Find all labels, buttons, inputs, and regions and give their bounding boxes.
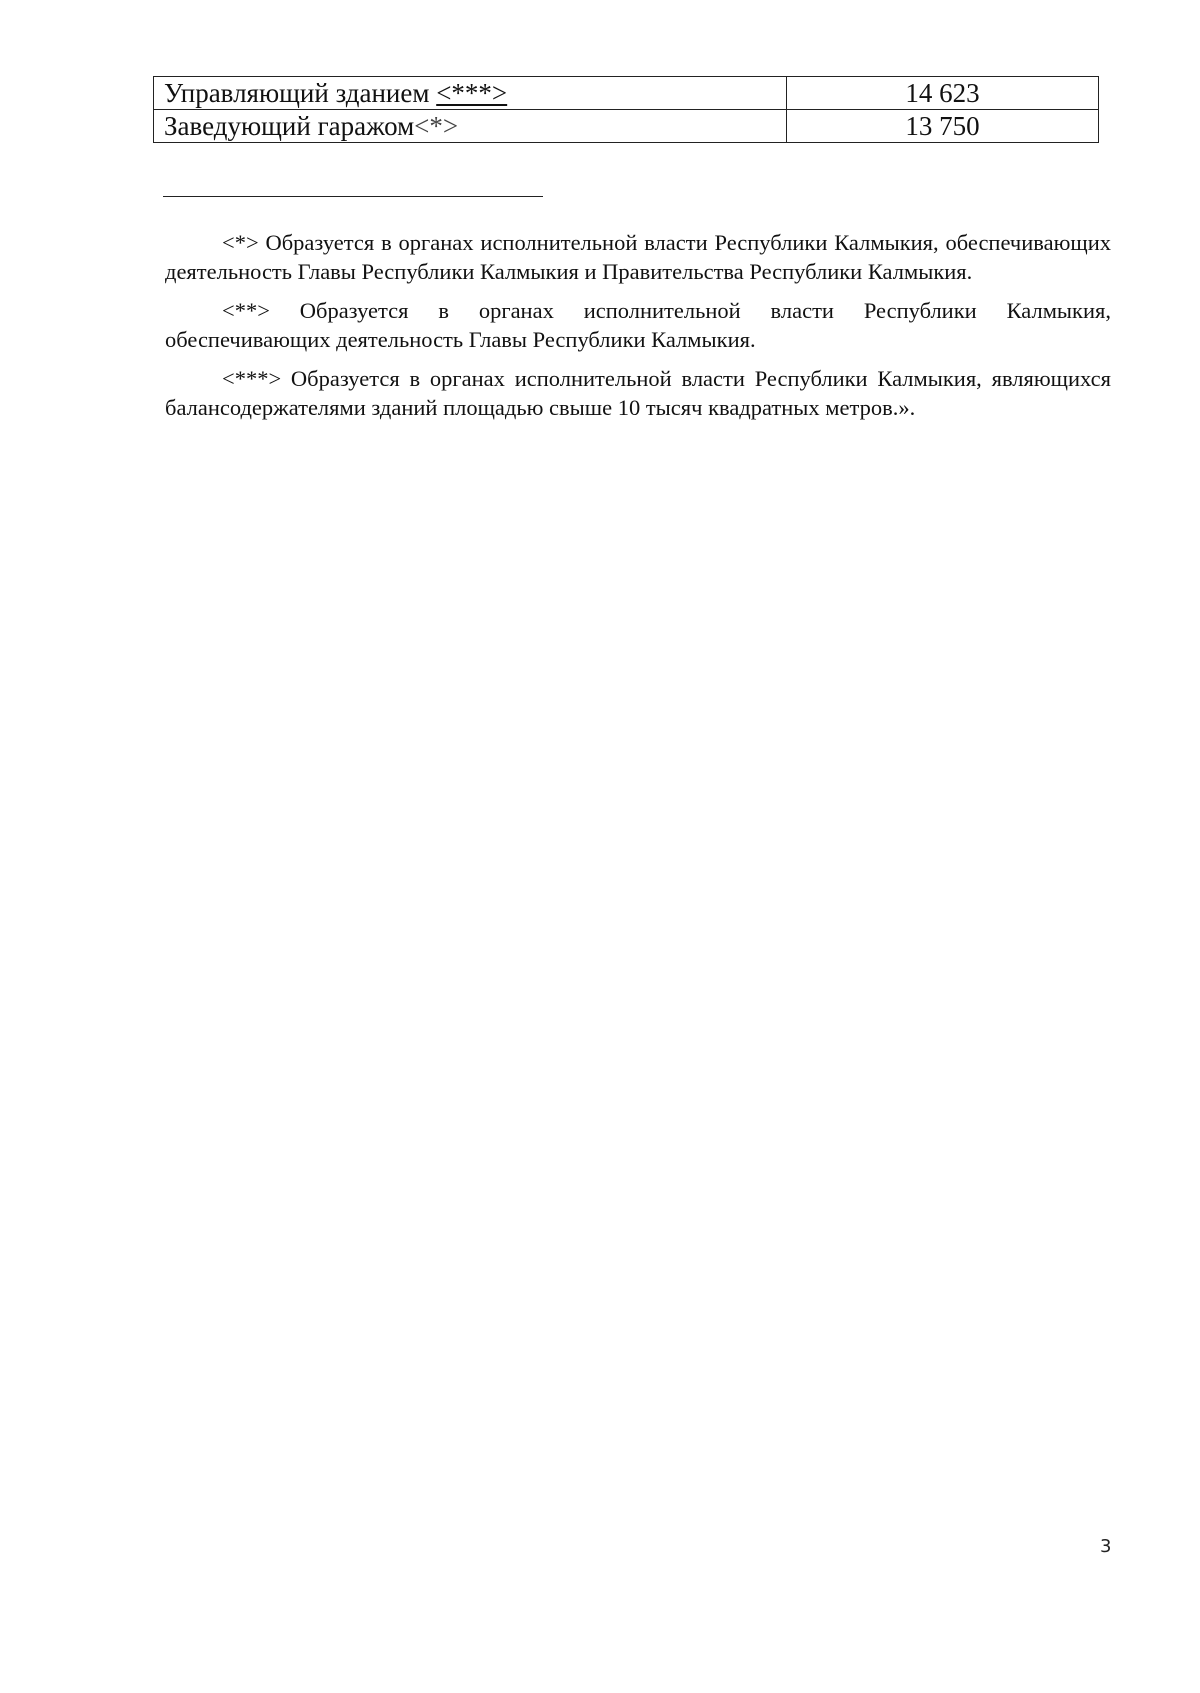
footnote-1: <*> Образуется в органах исполнительной власти Республики Калмыкия, обеспечивающих деятельность Главы Республики Калмыкия и Правительства Республики Калмыкия.: [165, 230, 1111, 284]
position-name-cell: [154, 110, 787, 143]
salary-value-cell: 13 750: [787, 110, 1099, 143]
footnote-2: <**> Образуется в органах исполнительной власти Республики Калмыкия, обеспечивающих деятельность Главы Республики Калмыкия.: [165, 298, 1111, 352]
footnote-3: <***> Образуется в органах исполнительной власти Республики Калмыкия, являющихся балансодержателями зданий площадью свыше 10 тысяч квадратных метров.».: [165, 366, 1111, 420]
footnote-marker: <***>: [436, 78, 508, 108]
position-name-cell: [154, 77, 787, 110]
salary-value-cell: 14 623: [787, 77, 1099, 110]
table-row: [154, 110, 1099, 143]
position-name: Управляющий зданием: [164, 78, 437, 108]
salary-table: [153, 76, 1099, 143]
footnote-marker: <*>: [414, 111, 459, 141]
footnotes: [165, 228, 1111, 432]
table-row: [154, 77, 1099, 110]
position-name: Заведующий гаражом: [164, 111, 415, 141]
page-number: 3: [1100, 1536, 1112, 1557]
footnote-separator: [163, 196, 543, 197]
